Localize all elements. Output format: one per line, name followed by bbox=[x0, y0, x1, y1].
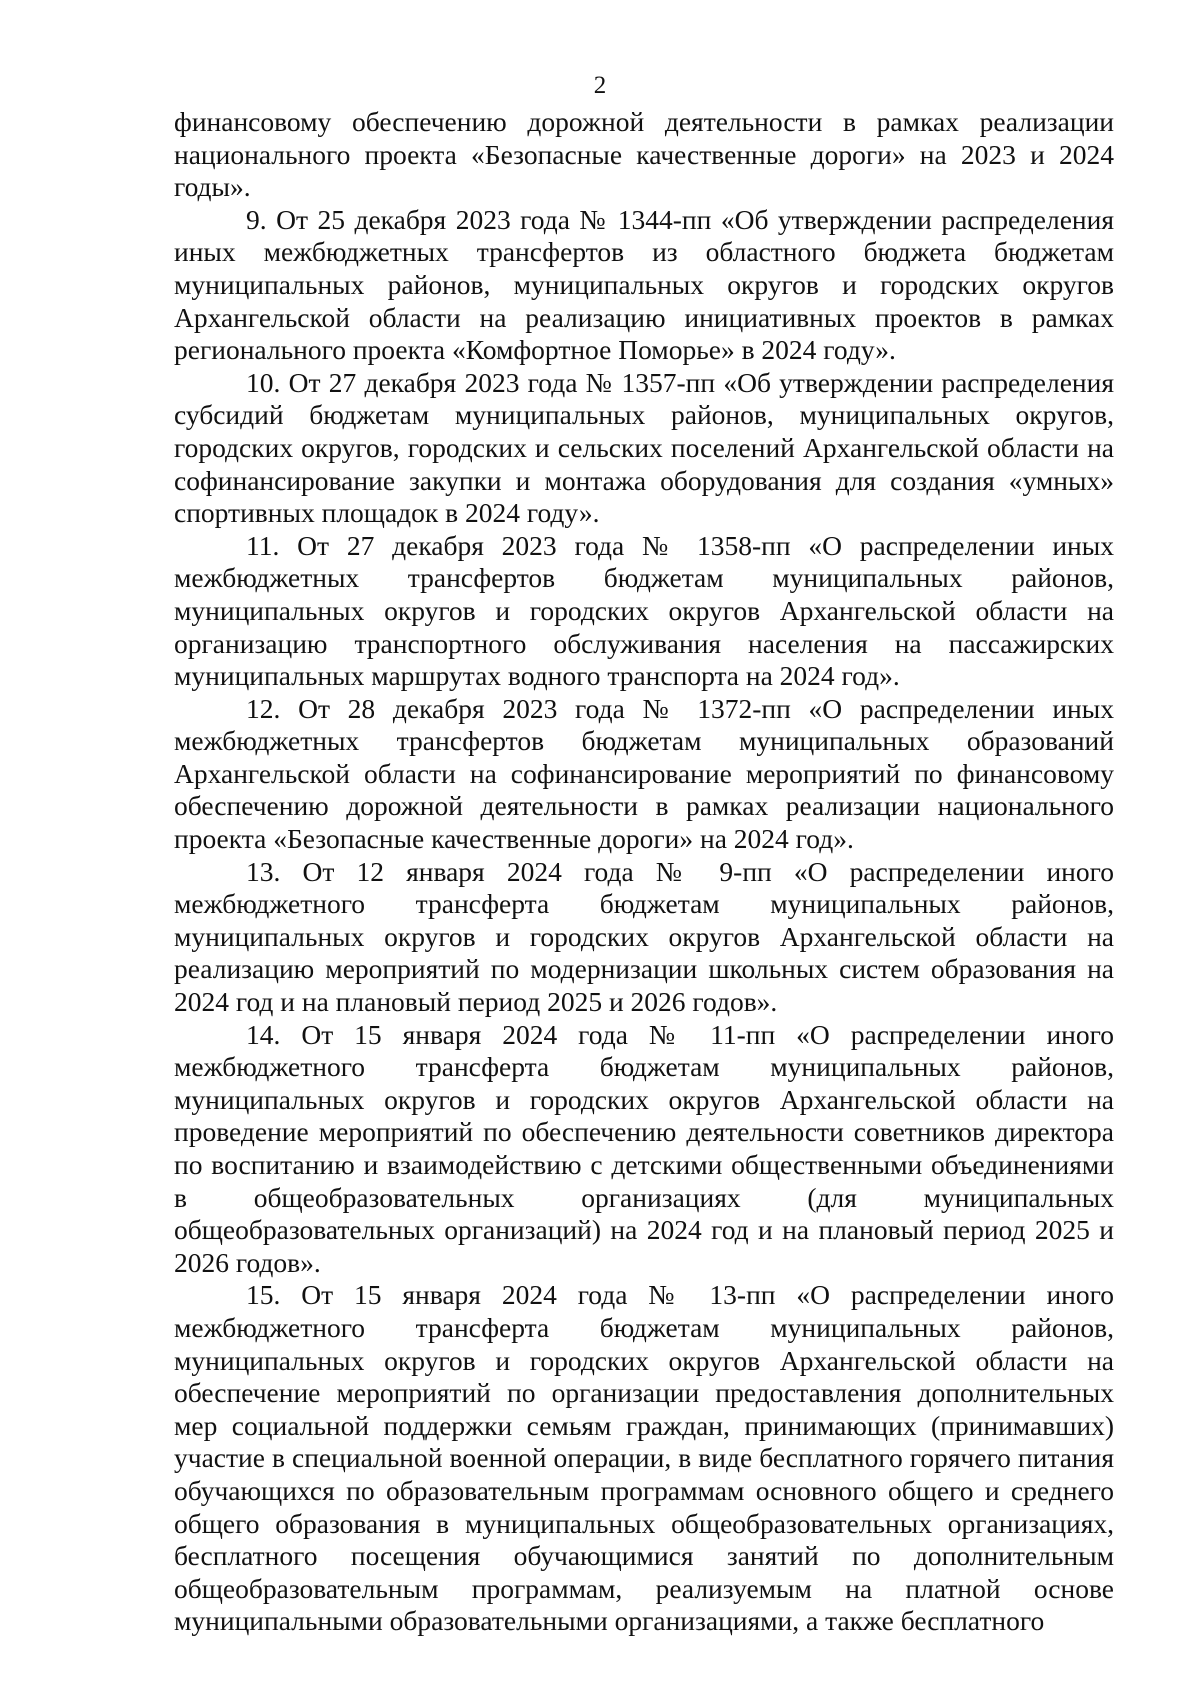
page-number: 2 bbox=[593, 72, 607, 99]
list-item-14: 14. От 15 января 2024 года № 11-пп «О распределении иного межбюджетного трансферта бюджетам муниципальных районов, муниципальных округов и городских округов Архангельской области на проведение мероприятий по обеспечению деятельности советников директора по воспитанию и взаимодействию с детскими общественными объединениями в общеобразовательных организациях (для муниципальных общеобразовательных организаций) на 2024 год и на плановый период 2025 и 2026 годов». bbox=[174, 1018, 1114, 1278]
list-item-12: 12. От 28 декабря 2023 года № 1372-пп «О распределении иных межбюджетных трансфертов бюджетам муниципальных образований Архангельской области на софинансирование мероприятий по финансовому обеспечению дорожной деятельности в рамках реализации национального проекта «Безопасные качественные дороги» на 2024 год». bbox=[174, 692, 1114, 855]
list-item-11: 11. От 27 декабря 2023 года № 1358-пп «О распределении иных межбюджетных трансфертов бюджетам муниципальных районов, муниципальных округов и городских округов Архангельской области на организацию транспортного обслуживания населения на пассажирских муниципальных маршрутах водного транспорта на 2024 год». bbox=[174, 529, 1114, 692]
list-item-10: 10. От 27 декабря 2023 года № 1357-пп «Об утверждении распределения субсидий бюджетам муниципальных районов, муниципальных округов, городских округов, городских и сельских поселений Архангельской области на софинансирование закупки и монтажа оборудования для создания «умных» спортивных площадок в 2024 году». bbox=[174, 366, 1114, 529]
document-body bbox=[174, 106, 1114, 1638]
list-item-15: 15. От 15 января 2024 года № 13-пп «О распределении иного межбюджетного трансферта бюджетам муниципальных районов, муниципальных округов и городских округов Архангельской области на обеспечение мероприятий по организации предоставления дополнительных мер социальной поддержки семьям граждан, принимающих (принимавших) участие в специальной военной операции, в виде бесплатного горячего питания обучающихся по образовательным программам основного общего и среднего общего образования в муниципальных общеобразовательных организациях, бесплатного посещения обучающимися занятий по дополнительным общеобразовательным программам, реализуемым на платной основе муниципальными образовательными организациями, а также бесплатного bbox=[174, 1279, 1114, 1637]
list-item-13: 13. От 12 января 2024 года № 9-пп «О распределении иного межбюджетного трансферта бюджетам муниципальных районов, муниципальных округов и городских округов Архангельской области на реализацию мероприятий по модернизации школьных систем образования на 2024 год и на плановый период 2025 и 2026 годов». bbox=[174, 855, 1114, 1018]
list-item-9: 9. От 25 декабря 2023 года № 1344-пп «Об утверждении распределения иных межбюджетных трансфертов из областного бюджета бюджетам муниципальных районов, муниципальных округов и городских округов Архангельской области на реализацию инициативных проектов в рамках регионального проекта «Комфортное Поморье» в 2024 году». bbox=[174, 203, 1114, 366]
paragraph-continuation: финансовому обеспечению дорожной деятельности в рамках реализации национального проекта «Безопасные качественные дороги» на 2023 и 2024 годы». bbox=[174, 106, 1114, 203]
